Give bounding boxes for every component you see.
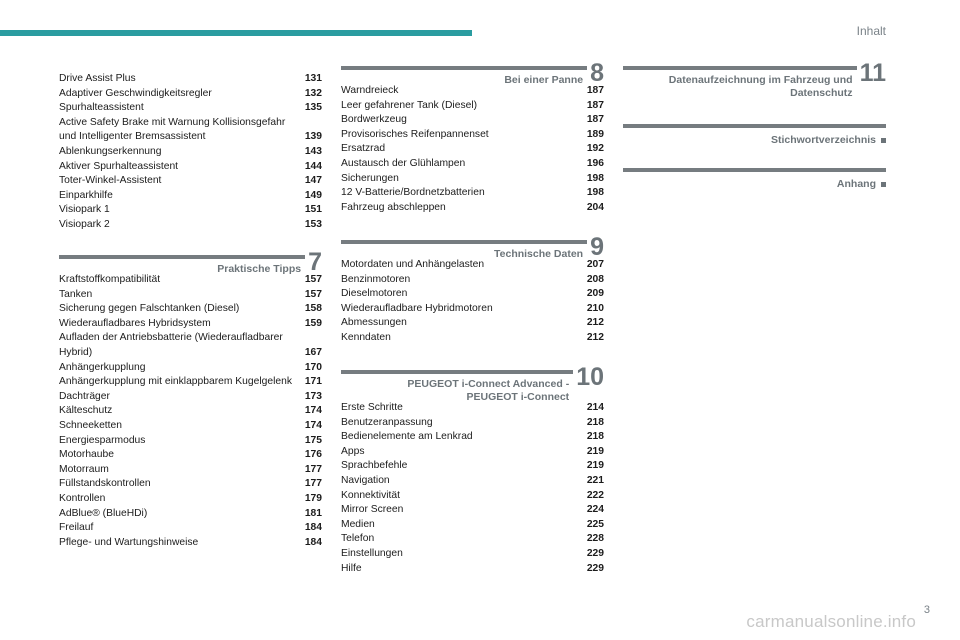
toc-entry-page: 157 (304, 274, 322, 285)
toc-entry-title: Benzinmotoren (341, 273, 411, 285)
toc-entry[interactable] (341, 142, 604, 157)
toc-entry-title: Tanken (59, 288, 93, 300)
toc-entry-title: Anhängerkupplung (59, 361, 146, 373)
toc-entry[interactable] (341, 157, 604, 172)
toc-entry-title: Warndreieck (341, 85, 399, 96)
page-number: 3 (923, 604, 930, 616)
toc-entry-page: 212 (586, 331, 604, 343)
toc-entry-title: Medien (341, 518, 375, 530)
section-title: Anhang (837, 172, 886, 191)
toc-entry-title: Motorhaube (59, 449, 114, 461)
toc-entry-page: 174 (304, 405, 322, 417)
toc-entry[interactable] (341, 128, 604, 143)
toc-entry-title: Sicherungen (341, 172, 399, 184)
toc-entry-page: 177 (304, 463, 322, 475)
toc-entry-page: 221 (586, 474, 604, 486)
toc-section (623, 59, 886, 99)
toc-entry-list (341, 258, 604, 346)
toc-entry[interactable] (341, 316, 604, 331)
toc-entry[interactable] (341, 113, 604, 128)
toc-entry-page: 157 (304, 288, 322, 300)
toc-entry[interactable] (341, 201, 604, 216)
toc-entry-page: 222 (586, 489, 604, 501)
toc-entry-title: Adaptiver Geschwindigkeitsregler (59, 87, 212, 99)
toc-entry-page: 224 (586, 504, 604, 516)
section-square-marker (881, 182, 886, 187)
toc-entry-title: Telefon (341, 533, 375, 545)
toc-entry-list (341, 401, 604, 576)
toc-entry-title: Motorraum (59, 463, 109, 475)
toc-entry-title: Drive Assist Plus (59, 73, 136, 84)
toc-entry-title: Toter-Winkel-Assistent (59, 175, 162, 187)
toc-entry-title: Schneeketten (59, 419, 122, 431)
toc-entry[interactable] (59, 317, 322, 332)
toc-entry-page: 207 (586, 259, 604, 270)
toc-entry[interactable] (59, 72, 322, 87)
section-heading[interactable] (341, 59, 604, 87)
toc-entry-title: Fahrzeug abschleppen (341, 201, 446, 213)
toc-entry-title: Aufladen der Antriebsbatterie (Wiederaufladbarer Hybrid) (59, 332, 283, 358)
toc-entry-title: Austausch der Glühlampen (341, 157, 466, 169)
toc-entry[interactable] (59, 536, 322, 551)
toc-entry[interactable] (59, 160, 322, 175)
toc-entry[interactable] (341, 302, 604, 317)
toc-entry-page: 187 (586, 85, 604, 96)
toc-entry[interactable] (341, 430, 604, 445)
section-number: 8 (587, 62, 604, 84)
toc-entry-title: Aktiver Spurhalteassistent (59, 160, 179, 172)
section-title: Bei einer Panne (504, 74, 584, 86)
toc-entry-page: 132 (304, 87, 322, 99)
section-number: 7 (305, 251, 322, 273)
section-title: Datenaufzeichnung im Fahrzeug und Datenschutz (668, 74, 853, 99)
top-accent-bar (0, 30, 472, 36)
toc-entry-title: Erste Schritte (341, 402, 403, 413)
toc-section (59, 72, 322, 233)
toc-section (623, 168, 886, 188)
toc-entry-page: 184 (304, 536, 322, 548)
toc-entry[interactable] (341, 99, 604, 114)
toc-entry-page: 189 (586, 128, 604, 140)
toc-entry-title: Mirror Screen (341, 504, 404, 516)
section-square-marker (881, 138, 886, 143)
toc-entry-title: Ablenkungserkennung (59, 145, 162, 157)
toc-entry[interactable] (341, 273, 604, 288)
toc-section (341, 363, 604, 576)
toc-entry[interactable] (59, 145, 322, 160)
toc-entry-list (59, 273, 322, 550)
toc-entry[interactable] (59, 375, 322, 390)
toc-entry[interactable] (59, 434, 322, 449)
toc-entry-title: Pflege- und Wartungshinweise (59, 536, 199, 548)
toc-entry[interactable] (59, 477, 322, 492)
toc-entry-title: Füllstandskontrollen (59, 478, 151, 490)
toc-entry-title: Motordaten und Anhängelasten (341, 259, 485, 270)
toc-entry-title: Freilauf (59, 522, 94, 534)
toc-entry[interactable] (341, 459, 604, 474)
toc-entry[interactable] (59, 361, 322, 376)
toc-section (59, 248, 322, 550)
toc-entry-title: Einparkhilfe (59, 189, 113, 201)
toc-entry-title: Anhängerkupplung mit einklappbarem Kugelgelenk (59, 376, 292, 388)
toc-entry[interactable] (59, 116, 322, 145)
toc-entry-page: 212 (586, 317, 604, 329)
toc-entry-title: Benutzeranpassung (341, 416, 433, 428)
toc-entry[interactable] (59, 288, 322, 303)
toc-entry-page: 229 (586, 547, 604, 559)
toc-entry[interactable] (341, 503, 604, 518)
section-heading[interactable] (59, 248, 322, 276)
toc-entry[interactable] (341, 532, 604, 547)
section-title: Stichwortverzeichnis (771, 128, 886, 147)
toc-entry-page: 139 (304, 131, 322, 143)
toc-entry-page: 143 (304, 145, 322, 157)
toc-entry-title: Kälteschutz (59, 405, 113, 417)
section-number: 10 (573, 366, 604, 388)
toc-entry-title: Sprachbefehle (341, 460, 408, 472)
toc-entry[interactable] (59, 419, 322, 434)
toc-entry[interactable] (341, 331, 604, 346)
toc-entry-page: 147 (304, 175, 322, 187)
toc-entry-page: 131 (304, 73, 322, 84)
toc-entry-title: Navigation (341, 474, 390, 486)
toc-entry-page: 219 (586, 460, 604, 472)
toc-entry-title: Bedienelemente am Lenkrad (341, 431, 473, 443)
toc-entry[interactable] (59, 87, 322, 102)
toc-entry-title: 12 V-Batterie/Bordnetzbatterien (341, 187, 485, 199)
toc-entry-title: Bordwerkzeug (341, 114, 407, 126)
toc-entry-page: 176 (304, 449, 322, 461)
toc-entry-page: 179 (304, 492, 322, 504)
toc-entry-page: 144 (304, 160, 322, 172)
toc-entry[interactable] (59, 507, 322, 522)
toc-entry[interactable] (59, 302, 322, 317)
toc-entry[interactable] (341, 518, 604, 533)
footer-watermark: carmanualsonline.info (746, 612, 916, 631)
toc-entry-title: Kenndaten (341, 331, 391, 343)
toc-entry[interactable] (341, 172, 604, 187)
toc-entry-page: 149 (304, 189, 322, 201)
toc-entry[interactable] (59, 218, 322, 233)
toc-entry-title: Visiopark 1 (59, 204, 110, 216)
toc-section (623, 124, 886, 144)
toc-entry[interactable] (59, 463, 322, 478)
toc-entry-page: 174 (304, 419, 322, 431)
toc-entry-title: Ersatzrad (341, 143, 386, 155)
toc-entry[interactable] (341, 474, 604, 489)
toc-entry-page: 210 (586, 302, 604, 314)
toc-entry-page: 192 (586, 143, 604, 155)
toc-entry-page: 225 (586, 518, 604, 530)
toc-entry-page: 151 (304, 204, 322, 216)
toc-entry-title: Sicherung gegen Falschtanken (Diesel) (59, 303, 240, 315)
toc-entry-page: 153 (304, 218, 322, 230)
toc-entry-title: Spurhalteassistent (59, 102, 144, 114)
toc-entry[interactable] (59, 189, 322, 204)
toc-entry-title: Kontrollen (59, 492, 106, 504)
toc-entry-page: 196 (586, 157, 604, 169)
toc-entry[interactable] (59, 390, 322, 405)
toc-entry-page: 214 (586, 402, 604, 413)
toc-entry-page: 173 (304, 390, 322, 402)
toc-entry-page: 218 (586, 416, 604, 428)
toc-entry[interactable] (341, 445, 604, 460)
toc-entry[interactable] (59, 521, 322, 536)
section-heading[interactable] (623, 124, 886, 147)
toc-entry-title: Konnektivität (341, 489, 400, 501)
toc-entry[interactable] (59, 404, 322, 419)
toc-entry[interactable] (59, 448, 322, 463)
toc-entry-page: 181 (304, 507, 322, 519)
toc-entry-page: 229 (586, 562, 604, 574)
toc-entry-page: 177 (304, 478, 322, 490)
toc-entry-title: Visiopark 2 (59, 218, 110, 230)
toc-entry-title: Wiederaufladbare Hybridmotoren (341, 302, 493, 314)
toc-entry[interactable] (59, 492, 322, 507)
toc-entry-page: 170 (304, 361, 322, 373)
toc-entry-page: 198 (586, 187, 604, 199)
toc-entry[interactable] (59, 174, 322, 189)
toc-entry-page: 219 (586, 445, 604, 457)
toc-entry-page: 158 (304, 303, 322, 315)
toc-entry-page: 135 (304, 102, 322, 114)
section-title: Technische Daten (494, 248, 584, 260)
toc-entry-page: 187 (586, 99, 604, 111)
toc-entry-page: 171 (304, 376, 322, 388)
toc-entry-title: Energiesparmodus (59, 434, 146, 446)
section-number: 9 (587, 236, 604, 258)
toc-entry-title: Kraftstoffkompatibilität (59, 274, 161, 285)
toc-entry-page: 159 (304, 317, 322, 329)
toc-entry-page: 228 (586, 533, 604, 545)
toc-entry-title: Wiederaufladbares Hybridsystem (59, 317, 211, 329)
toc-entry-title: Leer gefahrener Tank (Diesel) (341, 99, 478, 111)
toc-entry[interactable] (59, 203, 322, 218)
toc-entry-title: Hilfe (341, 562, 362, 574)
toc-entry-page: 204 (586, 201, 604, 213)
toc-section (341, 59, 604, 215)
section-heading[interactable] (623, 168, 886, 191)
toc-entry-title: Active Safety Brake mit Warnung Kollisionsgefahr und Intelligenter Bremsassistent (59, 116, 286, 143)
toc-entry-title: Provisorisches Reifenpannenset (341, 128, 489, 140)
section-heading[interactable] (341, 233, 604, 261)
section-number: 11 (857, 62, 886, 84)
toc-entry[interactable] (341, 547, 604, 562)
toc-entry[interactable] (59, 331, 322, 360)
toc-entry[interactable] (341, 186, 604, 201)
toc-entry-page: 187 (586, 114, 604, 126)
section-heading[interactable] (341, 363, 604, 404)
toc-entry-page: 184 (304, 522, 322, 534)
toc-entry-title: Dieselmotoren (341, 288, 408, 300)
section-title: Praktische Tipps (217, 263, 302, 275)
toc-entry-page: 167 (304, 346, 322, 358)
toc-section (341, 233, 604, 346)
toc-entry-title: Dachträger (59, 390, 110, 402)
toc-entry[interactable] (341, 489, 604, 504)
toc-entry-page: 218 (586, 431, 604, 443)
page-header-title: Inhalt (856, 24, 886, 38)
toc-entry-page: 198 (586, 172, 604, 184)
section-title: PEUGEOT i-Connect Advanced - PEUGEOT i-Connect (407, 378, 570, 403)
toc-entry-title: Apps (341, 445, 365, 457)
section-heading[interactable] (623, 59, 886, 100)
toc-entry-page: 175 (304, 434, 322, 446)
toc-entry-page: 209 (586, 288, 604, 300)
toc-entry-page: 208 (586, 273, 604, 285)
toc-entry[interactable] (59, 101, 322, 116)
toc-entry-title: AdBlue® (BlueHDi) (59, 507, 148, 519)
toc-entry[interactable] (341, 287, 604, 302)
toc-entry[interactable] (341, 562, 604, 577)
toc-entry-list (341, 84, 604, 215)
toc-entry-title: Einstellungen (341, 547, 403, 559)
toc-entry-list (59, 72, 322, 233)
toc-entry-title: Abmessungen (341, 317, 407, 329)
toc-entry[interactable] (341, 416, 604, 431)
